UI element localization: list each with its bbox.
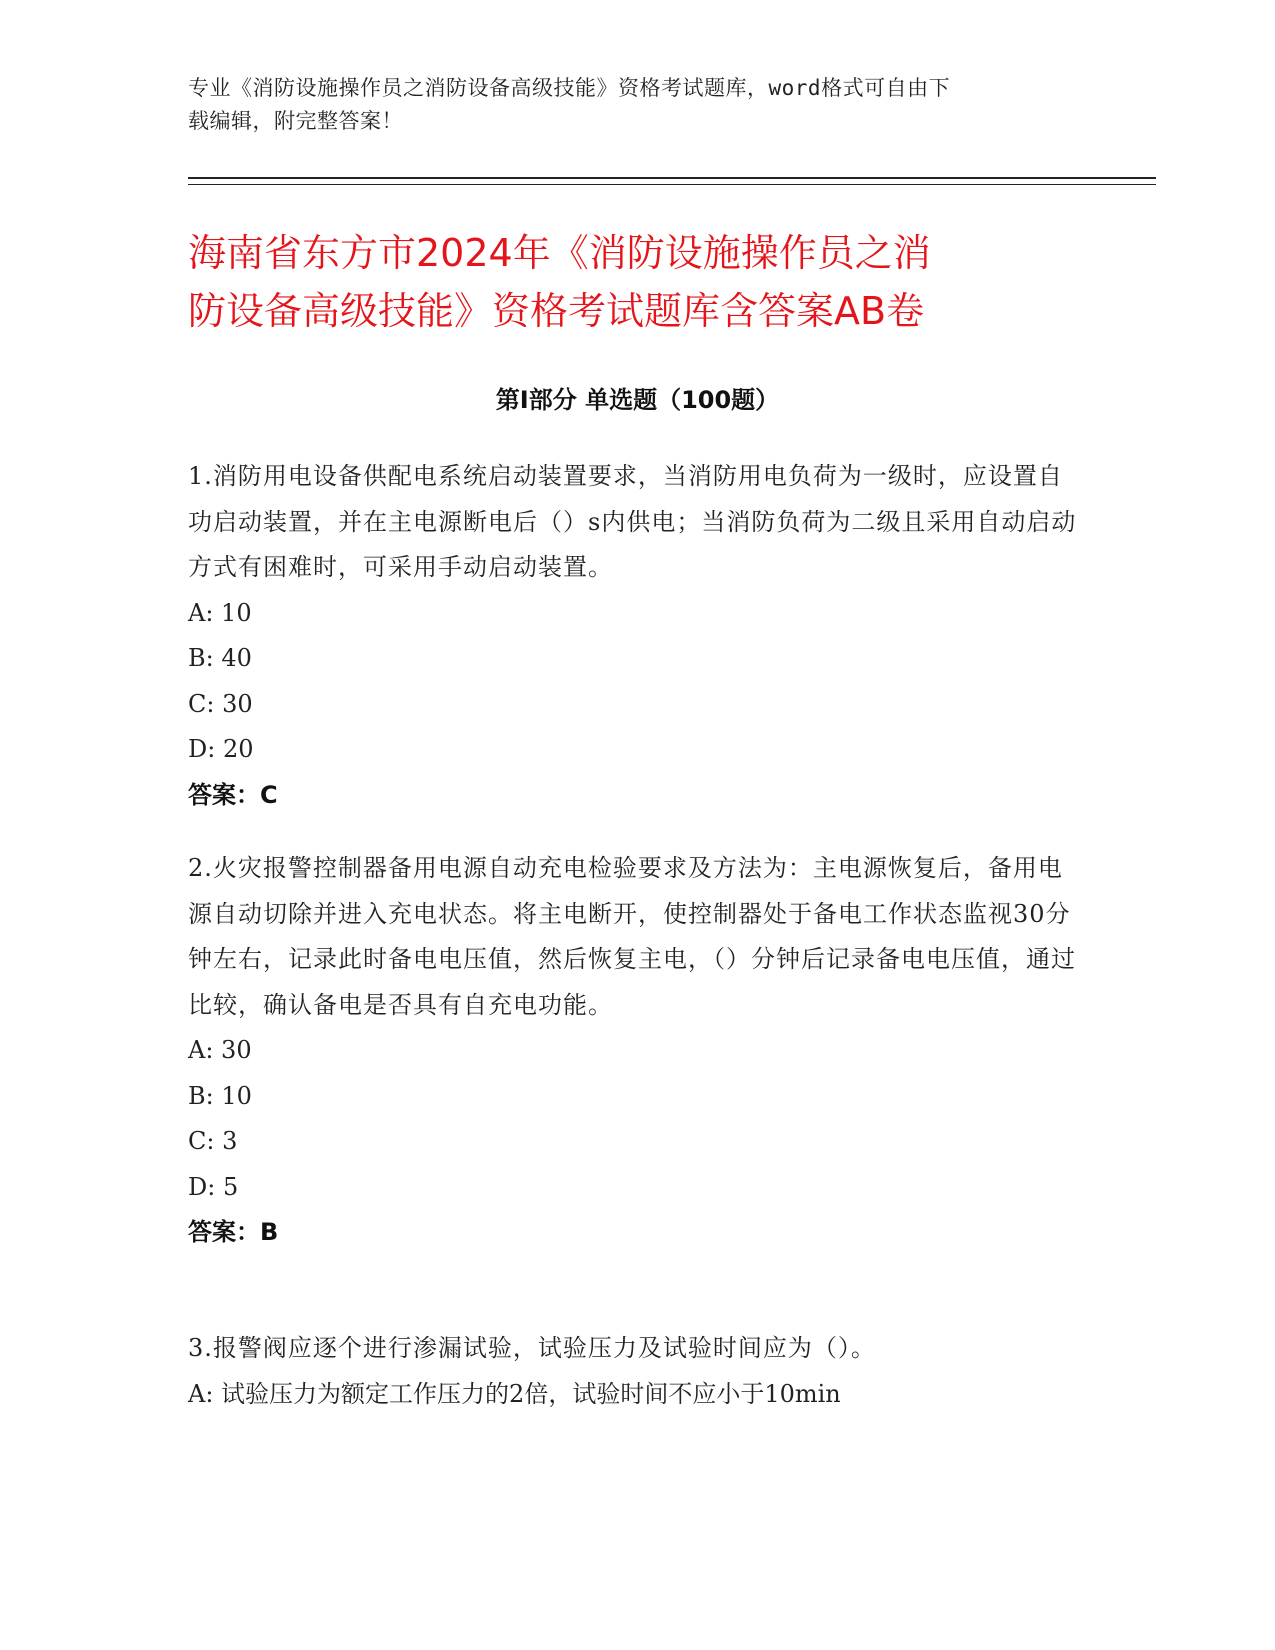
- question-2: [188, 846, 1078, 1256]
- option-c: C: 3: [188, 1127, 238, 1155]
- question-1: [188, 454, 1078, 818]
- answer: 答案：B: [188, 1218, 279, 1246]
- document-title-line-2: 防设备高级技能》资格考试题库含答案AB卷: [188, 289, 925, 333]
- document-title-line-1: 海南省东方市2024年《消防设施操作员之消: [188, 231, 931, 275]
- option-b: B: 40: [188, 644, 252, 672]
- option-a: A: 10: [188, 598, 252, 627]
- option-b: B: 10: [188, 1081, 252, 1110]
- header-note-line-1: 专业《消防设施操作员之消防设备高级技能》资格考试题库，word格式可自由下: [188, 76, 951, 100]
- option-d: D: 20: [188, 735, 254, 763]
- header-note: [188, 72, 1068, 138]
- question-stem: 1.消防用电设备供配电系统启动装置要求，当消防用电负荷为一级时，应设置自功启动装置，并在主电源断电后（）s内供电；当消防负荷为二级且采用自动启动方式有困难时，可采用手动启动装置。: [188, 462, 1077, 581]
- section-heading: 第Ⅰ部分 单选题（100题）: [495, 386, 780, 414]
- option-c: C: 30: [188, 689, 253, 718]
- answer: 答案：C: [188, 780, 278, 809]
- option-a: A: 试验压力为额定工作压力的2倍，试验时间不应小于10min: [188, 1379, 841, 1408]
- option-d: D: 5: [188, 1172, 239, 1201]
- option-a: A: 30: [188, 1036, 252, 1064]
- question-3: [188, 1326, 1078, 1417]
- question-stem: 2.火灾报警控制器备用电源自动充电检验要求及方法为：主电源恢复后，备用电源自动切除并进入充电状态。将主电断开，使控制器处于备电工作状态监视30分钟左右，记录此时备电电压值，然后恢复主电，（）分钟后记录备电电压值，通过比较，确认备电是否具有自充电功能。: [188, 854, 1076, 1019]
- header-divider-thin: [188, 184, 1156, 185]
- document-title: [188, 224, 1108, 340]
- header-divider-thick: [188, 177, 1156, 179]
- header-note-line-2: 载编辑，附完整答案！: [188, 109, 403, 133]
- question-stem: 3.报警阀应逐个进行渗漏试验，试验压力及试验时间应为（）。: [188, 1334, 876, 1362]
